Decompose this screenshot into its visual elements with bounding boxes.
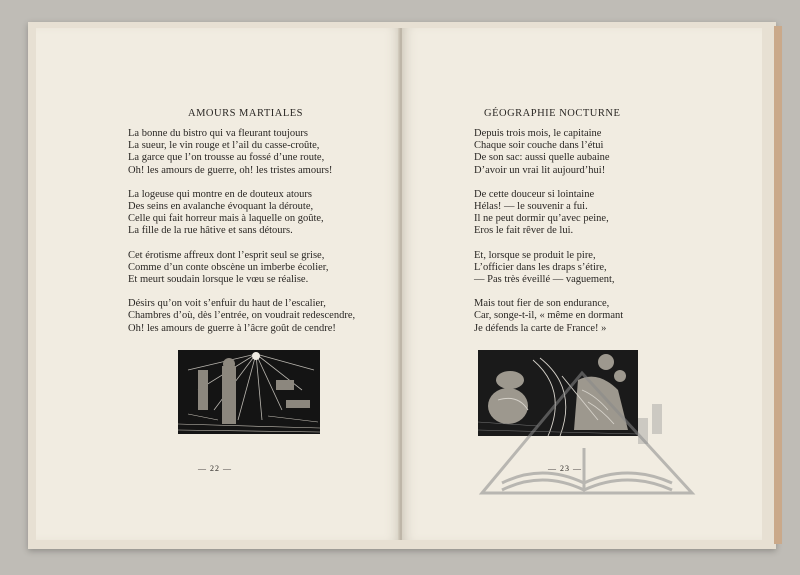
page-number-left: — 22 — bbox=[198, 464, 232, 473]
stanza bbox=[128, 298, 355, 335]
soldier-lamp-engraving bbox=[178, 350, 320, 434]
verse-line: D’avoir un vrai lit aujourd’hui! bbox=[474, 164, 606, 176]
verse-line: Cet érotisme affreux dont l’esprit seul se grise, bbox=[128, 249, 325, 261]
verse-line: De cette douceur si lointaine bbox=[474, 188, 595, 200]
verse-line: La bonne du bistro qui va fleurant toujours bbox=[128, 128, 308, 139]
verse-line: Et, lorsque se produit le pire, bbox=[474, 249, 596, 261]
verse-line: Car, songe-t-il, « même en dormant bbox=[474, 310, 624, 322]
verse-line: — Pas très éveillé — vaguement, bbox=[474, 274, 615, 286]
verse-line: Mais tout fier de son endurance, bbox=[474, 298, 610, 310]
stanza bbox=[128, 189, 355, 238]
woodcut-illustration bbox=[178, 350, 320, 434]
left-page bbox=[36, 28, 400, 540]
poem-body-left bbox=[128, 128, 355, 347]
verse-line: Eros le fait rêver de lui. bbox=[474, 225, 574, 237]
verse-line: L’officier dans les draps s’étire, bbox=[474, 261, 607, 273]
page-number-right: — 23 — bbox=[548, 464, 582, 473]
verse-line: Et meurt soudain lorsque le vœu se réalise. bbox=[128, 274, 309, 286]
book-edge bbox=[774, 26, 782, 544]
verse-line: Désirs qu’on voit s’enfuir du haut de l’escalier, bbox=[128, 298, 326, 310]
stanza bbox=[128, 250, 355, 287]
right-page bbox=[402, 28, 762, 540]
verse-line: La sueur, le vin rouge et l’ail du casse-croûte, bbox=[128, 140, 320, 152]
verse-line: La fille de la rue hâtive et sans détours. bbox=[128, 225, 293, 237]
open-book bbox=[28, 22, 776, 549]
verse-line: Oh! les amours de guerre, oh! les tristes amours! bbox=[128, 164, 333, 176]
stanza bbox=[474, 128, 623, 177]
verse-line: Depuis trois mois, le capitaine bbox=[474, 128, 602, 139]
verse-line: Il ne peut dormir qu’avec peine, bbox=[474, 213, 609, 225]
verse-line: Des seins en avalanche évoquant la déroute, bbox=[128, 201, 314, 213]
stanza bbox=[128, 128, 355, 177]
verse-line: Je défends la carte de France! » bbox=[474, 322, 607, 334]
verse-line: Chaque soir couche dans l’étui bbox=[474, 140, 604, 152]
poem-title-right: GÉOGRAPHIE NOCTURNE bbox=[484, 108, 621, 119]
stanza bbox=[474, 250, 623, 287]
verse-line: Celle qui fait horreur mais à laquelle on goûte, bbox=[128, 213, 324, 225]
verse-line: De son sac: aussi quelle aubaine bbox=[474, 152, 610, 164]
poem-body-right bbox=[474, 128, 623, 347]
verse-line: Comme d’un conte obscène un imberbe écolier, bbox=[128, 261, 329, 273]
verse-line: La logeuse qui montre en de douteux atours bbox=[128, 188, 312, 200]
verse-line: Chambres d’où, dès l’entrée, on voudrait redescendre, bbox=[128, 310, 356, 322]
verse-line: Oh! les amours de guerre à l’âcre goût de cendre! bbox=[128, 322, 336, 334]
verse-line: Hélas! — le souvenir a fui. bbox=[474, 201, 588, 213]
poem-title-left: AMOURS MARTIALES bbox=[188, 108, 304, 119]
woodcut-illustration bbox=[478, 350, 638, 436]
stanza bbox=[474, 189, 623, 238]
stanza bbox=[474, 298, 623, 335]
officer-map-engraving bbox=[478, 350, 638, 436]
verse-line: La garce que l’on trousse au fossé d’une route, bbox=[128, 152, 325, 164]
